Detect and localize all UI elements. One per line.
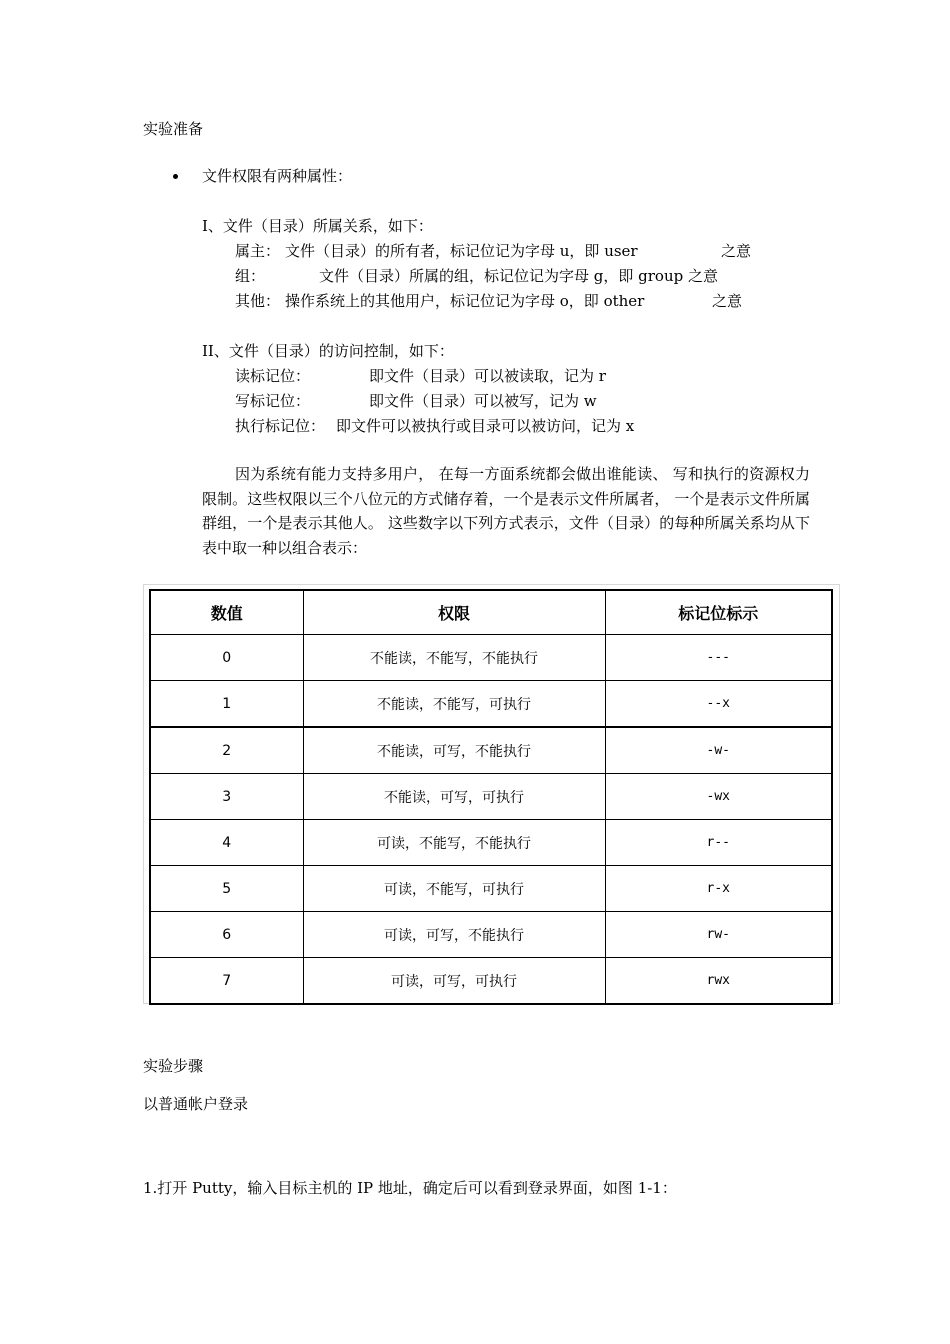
cell-permission: 可读，不能写，不能执行 <box>303 820 605 866</box>
cell-permission: 不能读，不能写，可执行 <box>303 681 605 728</box>
section1-title: I、文件（目录）所属关系，如下： <box>202 217 433 235</box>
bullet-text: 文件权限有两种属性： <box>202 167 353 185</box>
section2-text-write: 即文件（目录）可以被写，记为 w <box>369 392 597 410</box>
cell-flags: --- <box>605 635 832 681</box>
section1-suffix-owner: 之意 <box>721 242 752 260</box>
table-row <box>150 958 832 1005</box>
cell-permission: 可读，可写，可执行 <box>303 958 605 1005</box>
table-row <box>150 774 832 820</box>
cell-flags: rw- <box>605 912 832 958</box>
section2-label-read: 读标记位： <box>235 367 311 385</box>
cell-permission: 可读，不能写，可执行 <box>303 866 605 912</box>
table-row <box>150 681 832 728</box>
section1-label-group: 组： <box>235 267 266 285</box>
cell-permission: 不能读，可写，不能执行 <box>303 727 605 774</box>
cell-permission: 可读，可写，不能执行 <box>303 912 605 958</box>
permission-table <box>149 589 833 1005</box>
header-flags: 标记位标示 <box>605 590 832 635</box>
section1-text-group: 文件（目录）所属的组，标记位记为字母 g，即 group 之意 <box>319 267 718 285</box>
bullet-icon <box>173 174 178 179</box>
cell-flags: -wx <box>605 774 832 820</box>
header-permission: 权限 <box>303 590 605 635</box>
prep-heading: 实验准备 <box>143 120 204 138</box>
section2-text-exec: 即文件可以被执行或目录可以被访问，记为 x <box>336 417 635 435</box>
cell-value: 1 <box>150 681 303 728</box>
table-row <box>150 635 832 681</box>
section1-text-other: 操作系统上的其他用户，标记位记为字母 o，即 other <box>285 292 645 310</box>
steps-heading: 实验步骤 <box>143 1057 204 1075</box>
cell-value: 3 <box>150 774 303 820</box>
cell-flags: -w- <box>605 727 832 774</box>
cell-value: 4 <box>150 820 303 866</box>
table-row <box>150 727 832 774</box>
section2-title: II、文件（目录）的访问控制，如下： <box>202 342 454 360</box>
table-header-row <box>150 590 832 635</box>
cell-permission: 不能读，可写，可执行 <box>303 774 605 820</box>
cell-flags: --x <box>605 681 832 728</box>
table-row <box>150 912 832 958</box>
cell-flags: rwx <box>605 958 832 1005</box>
cell-value: 0 <box>150 635 303 681</box>
section1-text-owner: 文件（目录）的所有者，标记位记为字母 u，即 user <box>285 242 638 260</box>
cell-value: 7 <box>150 958 303 1005</box>
section1-suffix-other: 之意 <box>712 292 743 310</box>
section1-label-owner: 属主： <box>235 242 281 260</box>
step1-text: 1.打开 Putty，输入目标主机的 IP 地址，确定后可以看到登录界面，如图 1-1： <box>143 1179 677 1197</box>
login-heading: 以普通帐户登录 <box>143 1095 249 1113</box>
body-paragraph: 因为系统有能力支持多用户， 在每一方面系统都会做出谁能读、 写和执行的资源权力限制。这些权限以三个八位元的方式储存着，一个是表示文件所属者， 一个是表示文件所属群组，一个是表示其他人。 这些数字以下列方式表示，文件（目录）的每种所属关系均从下表中取一种以组合表示： <box>202 465 810 558</box>
cell-flags: r-- <box>605 820 832 866</box>
section1-label-other: 其他： <box>235 292 281 310</box>
cell-value: 5 <box>150 866 303 912</box>
cell-permission: 不能读，不能写，不能执行 <box>303 635 605 681</box>
cell-value: 2 <box>150 727 303 774</box>
section2-text-read: 即文件（目录）可以被读取，记为 r <box>369 367 606 385</box>
section2-label-write: 写标记位： <box>235 392 311 410</box>
table-row <box>150 820 832 866</box>
cell-value: 6 <box>150 912 303 958</box>
header-value: 数值 <box>150 590 303 635</box>
section2-label-exec: 执行标记位： <box>235 417 326 435</box>
table-row <box>150 866 832 912</box>
cell-flags: r-x <box>605 866 832 912</box>
